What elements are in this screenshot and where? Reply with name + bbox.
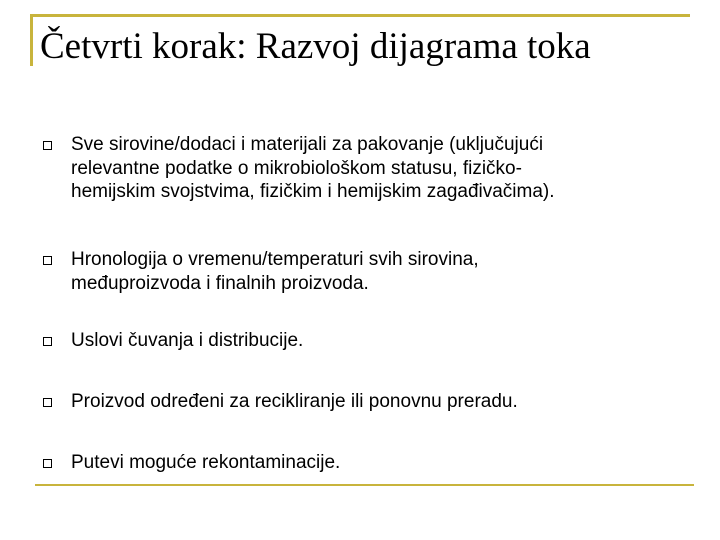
bullet-item — [43, 133, 683, 204]
bullet-line: Proizvod određeni za recikliranje ili ponovnu preradu. — [71, 391, 518, 412]
square-bullet-icon — [43, 141, 52, 150]
bullet-item — [43, 329, 683, 353]
bullet-item — [43, 451, 683, 475]
bullet-line: Hronologija o vremenu/temperaturi svih sirovina, — [71, 249, 479, 270]
square-bullet-icon — [43, 459, 52, 468]
bullet-line: relevantne podatke o mikrobiološkom statusu, fizičko- — [71, 157, 522, 179]
bullet-item — [43, 390, 683, 414]
square-bullet-icon — [43, 256, 52, 265]
bullet-item — [43, 248, 683, 295]
bullet-line: međuproizvoda i finalnih proizvoda. — [71, 272, 369, 294]
bullet-line: Sve sirovine/dodaci i materijali za pakovanje (uključujući — [71, 134, 544, 155]
bullet-line: Uslovi čuvanja i distribucije. — [71, 330, 304, 351]
bottom-divider — [35, 484, 694, 486]
bullet-line: hemijskim svojstvima, fizičkim i hemijskim zagađivačima). — [71, 181, 555, 202]
bullet-line: Putevi moguće rekontaminacije. — [71, 452, 341, 473]
slide-title: Četvrti korak: Razvoj dijagrama toka — [40, 26, 591, 67]
square-bullet-icon — [43, 337, 52, 346]
square-bullet-icon — [43, 398, 52, 407]
